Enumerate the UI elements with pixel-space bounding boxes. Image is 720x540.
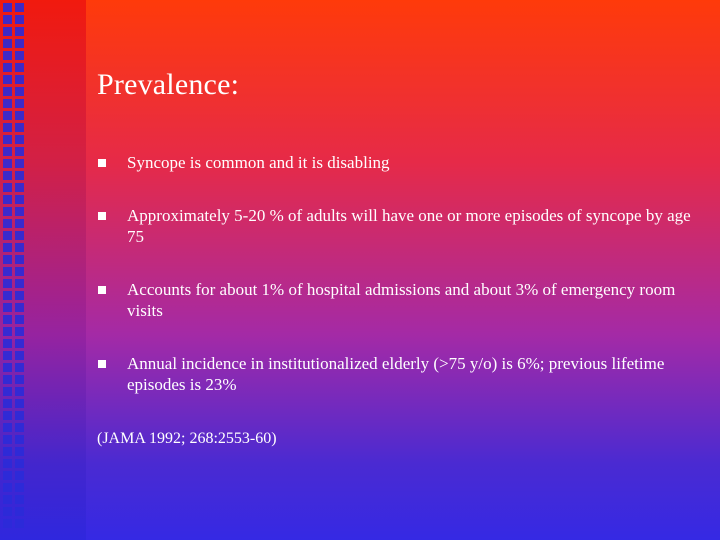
decorative-square [15,423,24,432]
decorative-square [3,267,12,276]
decorative-square [3,75,12,84]
decorative-square [15,483,24,492]
decorative-square [3,147,12,156]
decorative-square [15,459,24,468]
decorative-square [3,219,12,228]
decorative-square-pattern [3,3,23,528]
decorative-square [3,255,12,264]
bullet-item [97,279,697,321]
decorative-square [15,267,24,276]
decorative-square [15,87,24,96]
decorative-square [3,159,12,168]
decorative-square [3,3,12,12]
decorative-square [15,219,24,228]
decorative-square [15,183,24,192]
decorative-square [3,327,12,336]
decorative-square [3,291,12,300]
decorative-square [3,459,12,468]
decorative-square [3,483,12,492]
decorative-square [15,411,24,420]
decorative-square [15,51,24,60]
slide-title: Prevalence: [97,68,240,101]
decorative-square [3,507,12,516]
decorative-square [3,195,12,204]
decorative-square [3,27,12,36]
decorative-square [15,507,24,516]
decorative-square [15,399,24,408]
decorative-square [3,231,12,240]
decorative-square [15,303,24,312]
square-bullet-icon [98,286,106,294]
decorative-square [3,363,12,372]
decorative-square [15,447,24,456]
decorative-square [15,123,24,132]
decorative-square [3,375,12,384]
square-bullet-icon [98,159,106,167]
decorative-square [15,99,24,108]
decorative-square [3,471,12,480]
decorative-square [15,111,24,120]
decorative-square [15,3,24,12]
decorative-square [15,231,24,240]
decorative-square [15,495,24,504]
bullet-list [97,150,697,395]
square-bullet-icon [98,360,106,368]
decorative-square [3,411,12,420]
decorative-square [15,327,24,336]
decorative-square [3,279,12,288]
decorative-square [15,291,24,300]
decorative-square [15,471,24,480]
decorative-square [3,351,12,360]
decorative-square [3,435,12,444]
decorative-square [3,111,12,120]
bullet-text: Syncope is common and it is disabling [127,153,390,172]
decorative-square [15,159,24,168]
decorative-square [15,243,24,252]
bullet-text: Annual incidence in institutionalized elderly (>75 y/o) is 6%; previous lifetime episodes is 23% [127,354,665,394]
decorative-square [15,27,24,36]
bullet-text: Approximately 5-20 % of adults will have one or more episodes of syncope by age 75 [127,206,691,246]
decorative-square [15,375,24,384]
decorative-square [15,435,24,444]
decorative-square [15,75,24,84]
decorative-square [3,63,12,72]
decorative-square [3,243,12,252]
decorative-square [3,339,12,348]
decorative-square [3,183,12,192]
decorative-square [15,147,24,156]
bullet-item [97,152,697,173]
decorative-square [3,123,12,132]
decorative-square [15,255,24,264]
decorative-square [15,519,24,528]
decorative-square [3,315,12,324]
decorative-square [3,495,12,504]
decorative-square [15,207,24,216]
bullet-item [97,205,697,247]
decorative-square [3,423,12,432]
decorative-square [15,171,24,180]
decorative-square [15,39,24,48]
decorative-square [15,195,24,204]
decorative-square [3,519,12,528]
decorative-square [15,63,24,72]
bullet-item [97,353,697,395]
decorative-square [15,387,24,396]
decorative-square [15,15,24,24]
decorative-square [3,303,12,312]
decorative-square [3,447,12,456]
decorative-square [3,15,12,24]
citation: (JAMA 1992; 268:2553-60) [97,430,277,447]
decorative-square [3,39,12,48]
decorative-square [3,99,12,108]
decorative-side-strip [0,0,86,540]
decorative-square [15,135,24,144]
bullet-text: Accounts for about 1% of hospital admissions and about 3% of emergency room visits [127,280,676,320]
decorative-square [15,339,24,348]
decorative-square [15,351,24,360]
decorative-square [15,363,24,372]
decorative-square [3,399,12,408]
decorative-square [3,207,12,216]
square-bullet-icon [98,212,106,220]
decorative-square [3,387,12,396]
decorative-square [3,171,12,180]
decorative-square [15,279,24,288]
decorative-square [3,87,12,96]
decorative-square [3,135,12,144]
decorative-square [3,51,12,60]
decorative-square [15,315,24,324]
